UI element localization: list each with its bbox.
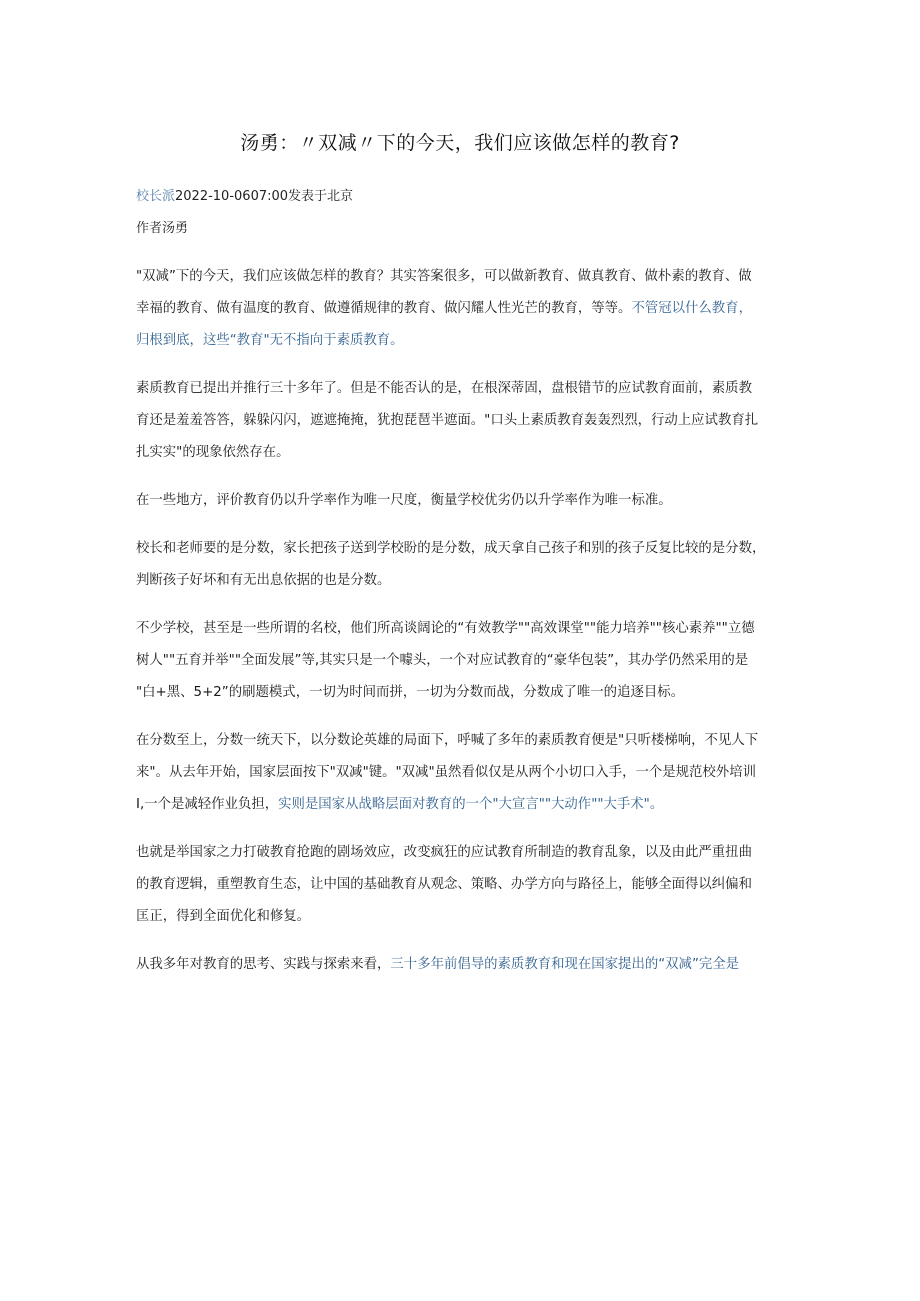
article-body (136, 261, 786, 997)
text-line: 判断孩子好坏和有无出息依据的也是分数。 (136, 573, 391, 588)
text-line: 在分数至上，分数一统天下，以分数论英雄的局面下，呼喊了多年的素质教育便是"只听楼梯响，不见人下 (136, 733, 759, 748)
text-line: 也就是举国家之力打破教育抢跑的剧场效应，改变疯狂的应试教育所制造的教育乱象，以及由此严重扭曲 (136, 845, 752, 860)
highlighted-text: 归根到底，这些“教育"无不指向于素质教育。 (136, 333, 404, 348)
text-line: 扎实实"的现象依然存在。 (136, 445, 290, 460)
highlighted-text: 实则是国家从战略层面对教育的一个"大宣言""大动作""大手术"。 (278, 797, 664, 812)
paragraph-7 (136, 837, 786, 933)
paragraph-8 (136, 949, 786, 981)
text-line: 来"。从去年开始，国家层面按下"双减"键。"双减"虽然看似仅是从两个小切口入手，一个是规范校外培训 (136, 765, 756, 780)
paragraph-3 (136, 485, 786, 517)
publish-location: 发表于北京 (288, 189, 354, 204)
publish-datetime: 2022-10-0607:00 (175, 189, 289, 204)
text-span: 从我多年对教育的思考、实践与探索来看， (136, 957, 391, 972)
text-line: 育还是羞羞答答，躲躲闪闪，遮遮掩掩，犹抱琵琶半遮面。"口头上素质教育轰轰烈烈，行动上应试教育扎 (136, 413, 759, 428)
highlighted-text: 三十多年前倡导的素质教育和现在国家提出的“双减”完全是 (390, 957, 740, 972)
text-line (136, 949, 786, 981)
paragraph-5 (136, 613, 786, 709)
text-line: 不少学校，甚至是一些所谓的名校，他们所高谈阔论的“有效教学""高效课堂""能力培养""核心素养""立德 (136, 621, 755, 636)
paragraph-6 (136, 725, 786, 821)
source-link[interactable]: 校长派 (136, 189, 176, 204)
text-line: 树人""五育并举""全面发展”等,其实只是一个噱头，一个对应试教育的“豪华包装”，其办学仍然采用的是 (136, 653, 749, 668)
paragraph-4 (136, 533, 786, 597)
text-line: 匡正，得到全面优化和修复。 (136, 909, 311, 924)
text-line: 校长和老师要的是分数，家长把孩子送到学校盼的是分数，成天拿自己孩子和别的孩子反复比较的是分数， (136, 541, 766, 556)
text-line (136, 293, 786, 325)
highlighted-text: 不管冠以什么教育， (631, 301, 752, 316)
text-line: 在一些地方，评价教育仍以升学率作为唯一尺度，衡量学校优劣仍以升学率作为唯一标准。 (136, 493, 672, 508)
text-span: 幸福的教育、做有温度的教育、做遵循规律的教育、做闪耀人性光芒的教育，等等。 (136, 301, 632, 316)
text-span: I,一个是减轻作业负担， (136, 797, 279, 812)
text-line: "双减”下的今天，我们应该做怎样的教育？其实答案很多，可以做新教育、做真教育、做朴素的教育、做 (136, 269, 752, 284)
text-line: "白+黑、5+2”的刷题模式，一切为时间而拼，一切为分数而战，分数成了唯一的追逐目标。 (136, 685, 685, 700)
paragraph-1 (136, 261, 786, 357)
article-title: 汤勇：〃双减〃下的今天，我们应该做怎样的教育? (240, 132, 680, 154)
text-line: 的教育逻辑，重塑教育生态，让中国的基础教育从观念、策略、办学方向与路径上，能够全面得以纠偏和 (136, 877, 752, 892)
text-line: 素质教育已提出并推行三十多年了。但是不能否认的是，在根深蒂固，盘根错节的应试教育面前，素质教 (136, 381, 752, 396)
author-line: 作者汤勇 (136, 221, 189, 236)
paragraph-2 (136, 373, 786, 469)
article-meta (136, 185, 353, 204)
text-line (136, 789, 786, 821)
